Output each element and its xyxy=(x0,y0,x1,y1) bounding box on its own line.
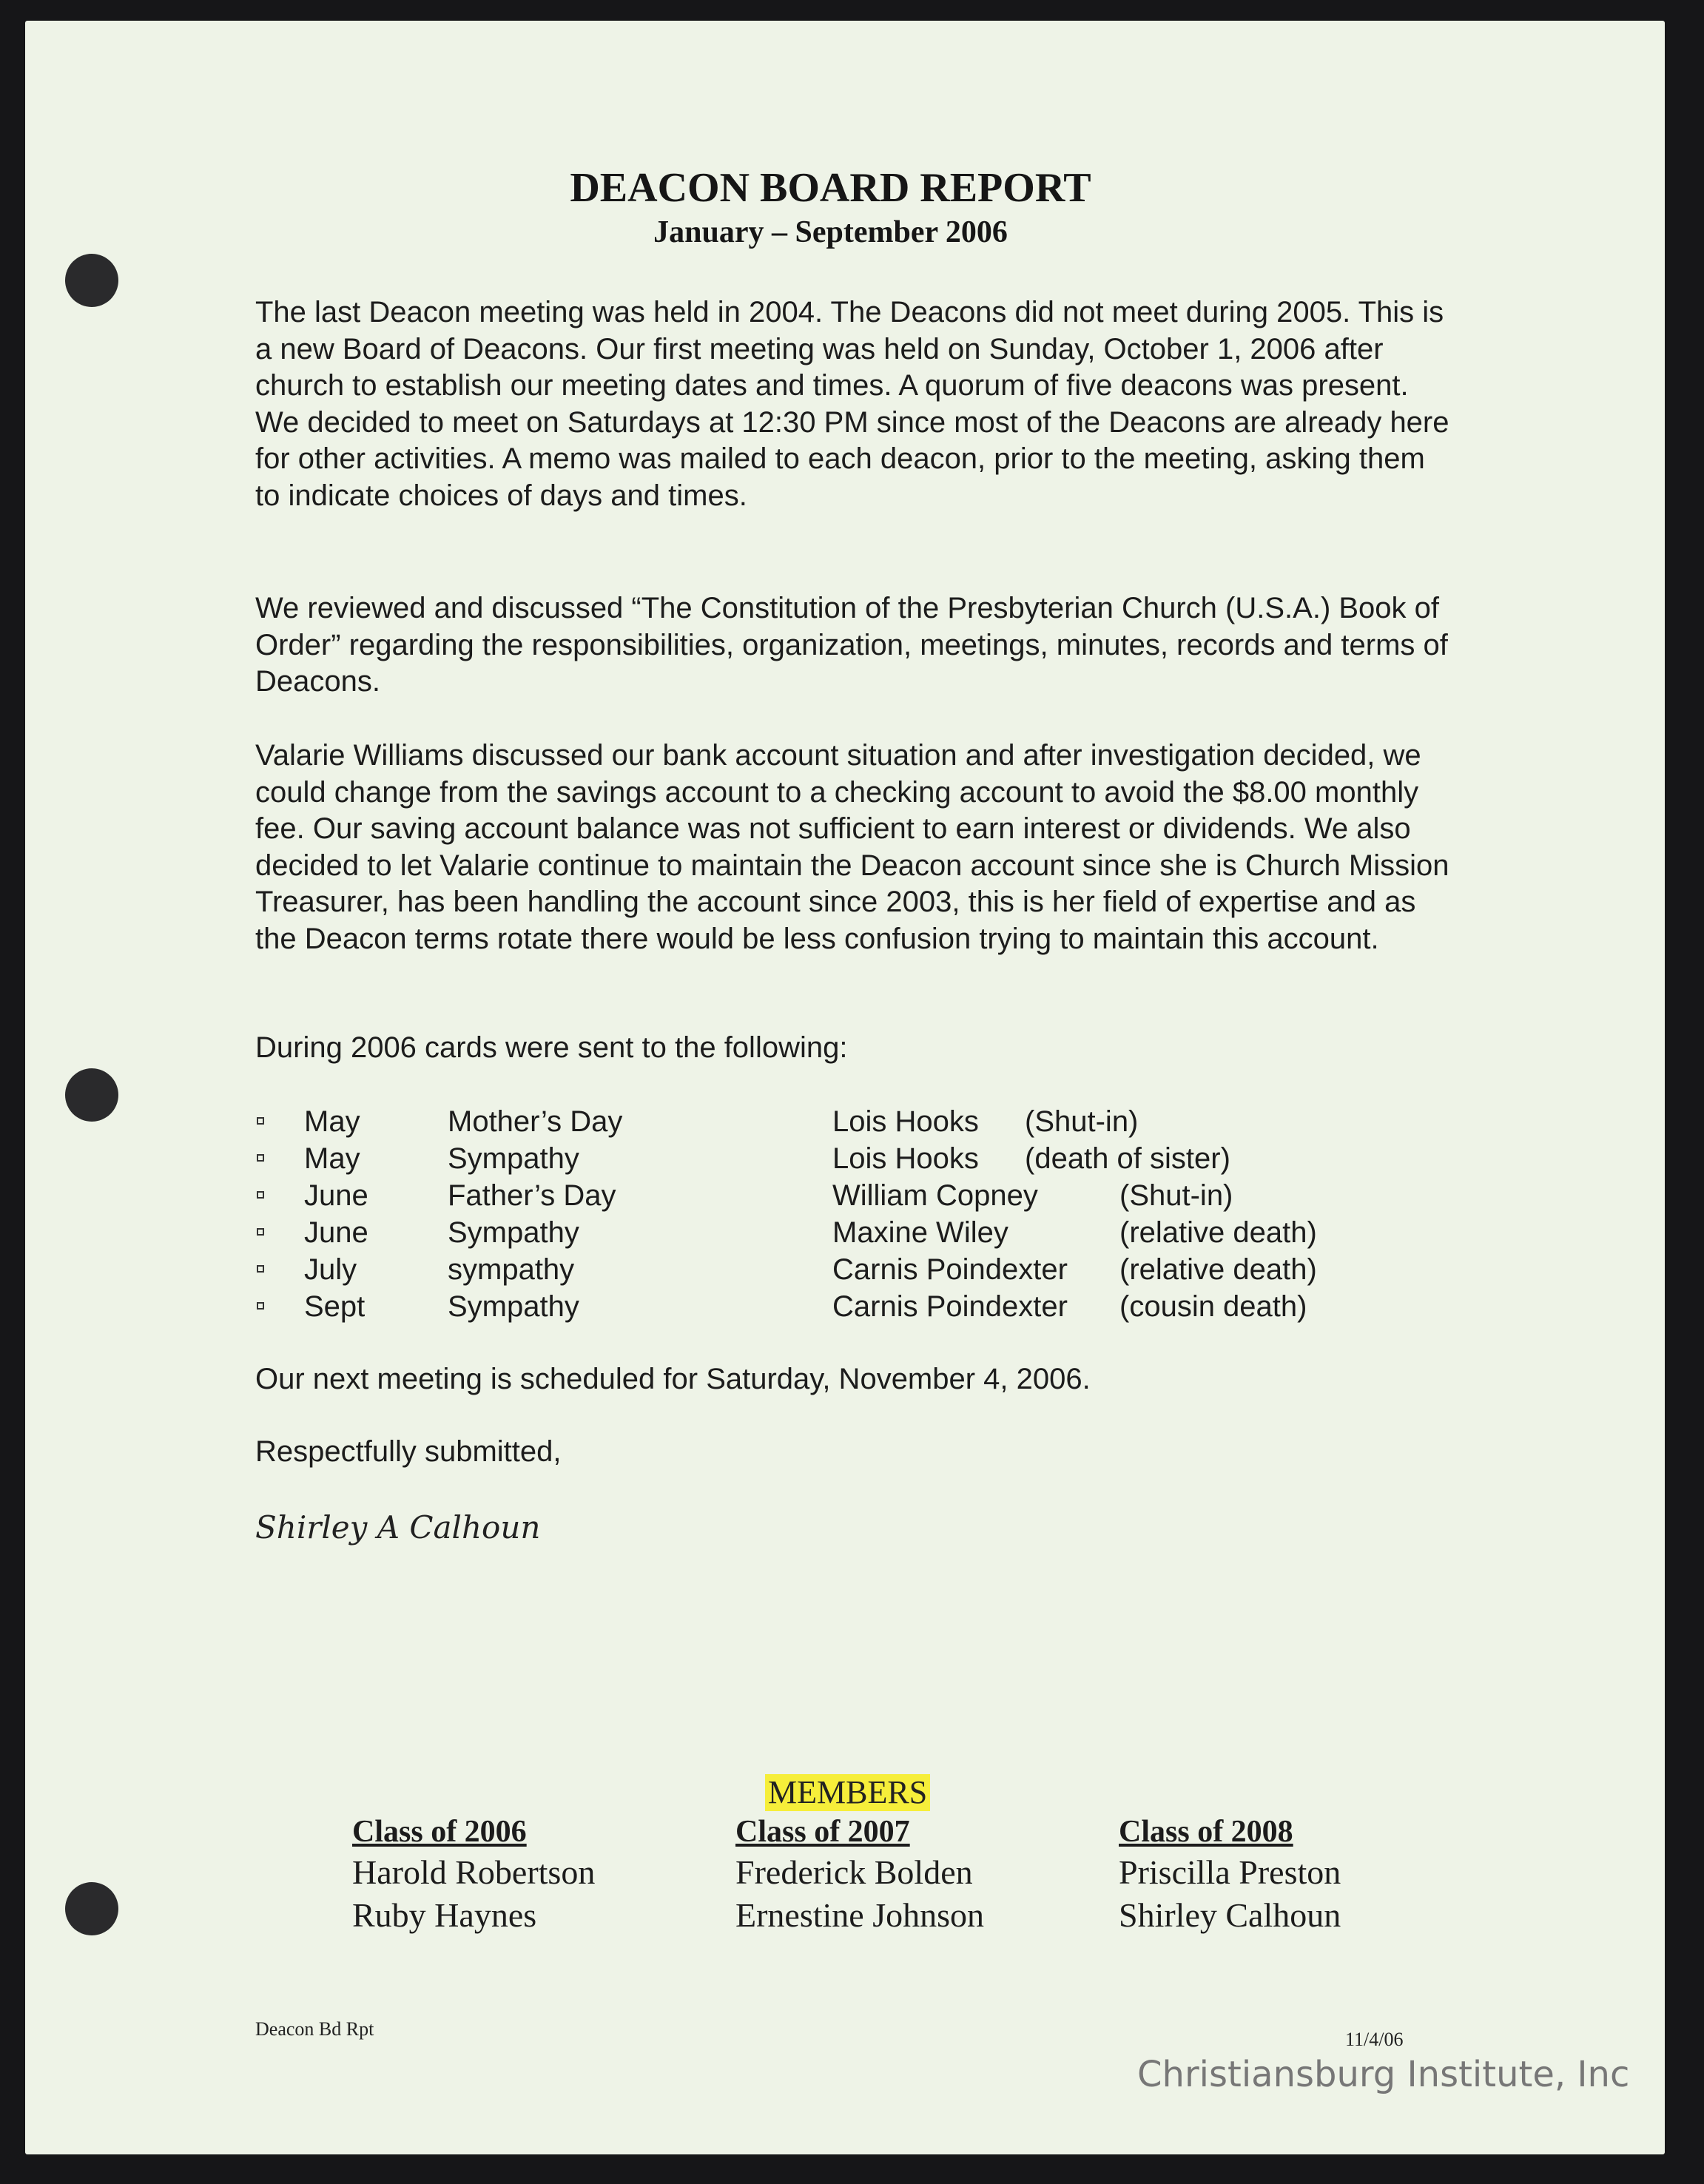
punch-hole-middle xyxy=(65,1068,118,1122)
punch-hole-bottom xyxy=(65,1882,118,1935)
paragraph-cards-intro: During 2006 cards were sent to the following: xyxy=(255,1031,848,1064)
members-class-2008 xyxy=(1119,1813,1341,1937)
watermark: Christiansburg Institute, Inc xyxy=(1137,2054,1630,2095)
member-name: Priscilla Preston xyxy=(1119,1853,1341,1891)
paragraph-meeting: The last Deacon meeting was held in 2004. The Deacons did not meet during 2005. This is a new Board of Deacons. Our first meeting was held on Sunday, October 1, 2006 after church to establish our meeting dates and times. A quorum of five deacons was present. We decided to meet on Saturdays at 12:30 PM since most of the Deacons are already here for other activities. A memo was mailed to each deacon, prior to the meeting, asking them to indicate choices of days and times. xyxy=(255,296,1449,512)
bullet-icon xyxy=(257,1117,264,1125)
paragraph-closing: Respectfully submitted, xyxy=(255,1435,562,1468)
member-name: Ernestine Johnson xyxy=(735,1896,985,1934)
class-heading: Class of 2008 xyxy=(1119,1815,1293,1849)
signature: Shirley A Calhoun xyxy=(255,1509,541,1546)
bullet-icon xyxy=(257,1154,264,1162)
bullet-icon xyxy=(257,1228,264,1236)
bullet-icon xyxy=(257,1191,264,1199)
report-title: DEACON BOARD REPORT xyxy=(570,165,1091,211)
bullet-icon xyxy=(257,1265,264,1273)
paragraph-next-meeting: Our next meeting is scheduled for Saturday, November 4, 2006. xyxy=(255,1363,1091,1395)
member-name: Harold Robertson xyxy=(352,1853,596,1891)
members-heading: MEMBERS xyxy=(765,1774,930,1811)
class-heading: Class of 2007 xyxy=(735,1815,910,1849)
paragraph-bank-account: Valarie Williams discussed our bank account situation and after investigation decided, we could change from the savings account to a checking account to avoid the $8.00 monthly fee. Our saving account balance was not sufficient to earn interest or dividends. We also decided to let Valarie continue to maintain the Deacon account since she is Church Mission Treasurer, has been handling the account since 2003, this is her field of expertise and as the Deacon terms rotate there would be less confusion trying to maintain this account. xyxy=(255,739,1449,955)
members-class-2007 xyxy=(735,1813,984,1937)
paragraph-constitution: We reviewed and discussed “The Constitution of the Presbyterian Church (U.S.A.) Book of Order” regarding the responsibilities, organization, meetings, minutes, records and terms of Deacons. xyxy=(255,592,1448,698)
members-class-2006 xyxy=(352,1813,595,1937)
punch-hole-top xyxy=(65,254,118,307)
member-name: Shirley Calhoun xyxy=(1119,1896,1341,1934)
member-name: Frederick Bolden xyxy=(735,1853,973,1891)
bullet-icon xyxy=(257,1302,264,1310)
footer-left: Deacon Bd Rpt xyxy=(255,2018,374,2040)
footer-date: 11/4/06 xyxy=(1345,2029,1404,2050)
report-subtitle: January – September 2006 xyxy=(653,215,1008,249)
member-name: Ruby Haynes xyxy=(352,1896,537,1934)
class-heading: Class of 2006 xyxy=(352,1815,527,1849)
